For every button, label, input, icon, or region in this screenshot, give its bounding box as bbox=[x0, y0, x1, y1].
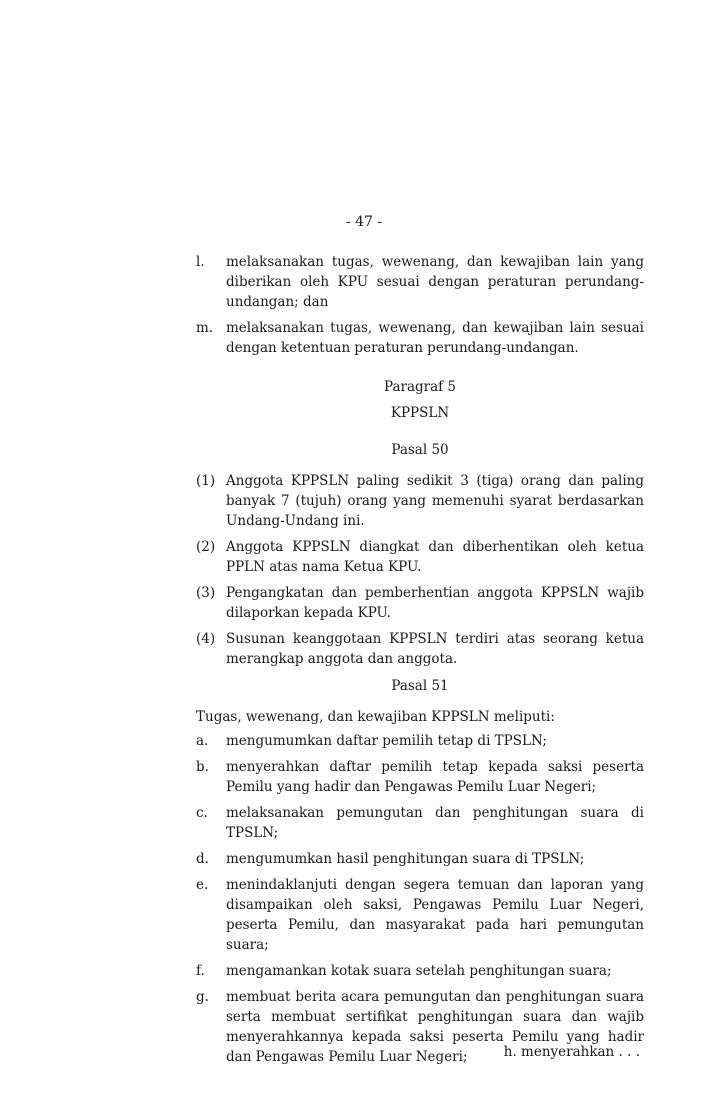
item-marker: l. bbox=[196, 254, 205, 270]
pasal-50-list bbox=[196, 471, 644, 675]
item-text: menyerahkan daftar pemilih tetap kepada saksi peserta Pemilu yang hadir dan Pengawas Pemilu Luar Negeri; bbox=[226, 759, 644, 795]
list-item bbox=[196, 849, 644, 869]
item-marker: (4) bbox=[196, 631, 216, 647]
item-marker: (1) bbox=[196, 473, 216, 489]
item-text: Anggota KPPSLN diangkat dan diberhentikan oleh ketua PPLN atas nama Ketua KPU. bbox=[226, 539, 644, 575]
item-marker: e. bbox=[196, 877, 209, 893]
list-item bbox=[196, 629, 644, 669]
item-text: mengamankan kotak suara setelah penghitungan suara; bbox=[226, 963, 612, 979]
pasal-51-intro: Tugas, wewenang, dan kewajiban KPPSLN meliputi: bbox=[196, 709, 555, 725]
list-item bbox=[196, 961, 644, 981]
pasal-51-title: Pasal 51 bbox=[391, 678, 449, 694]
list-item bbox=[196, 875, 644, 955]
list-item bbox=[196, 252, 644, 312]
pasal-50-title: Pasal 50 bbox=[391, 442, 449, 458]
item-marker: g. bbox=[196, 989, 209, 1005]
paragraf-title: KPPSLN bbox=[390, 405, 450, 421]
list-item bbox=[196, 803, 644, 843]
item-text: Susunan keanggotaan KPPSLN terdiri atas seorang ketua merangkap anggota dan anggota. bbox=[226, 631, 644, 667]
item-marker: m. bbox=[196, 320, 214, 336]
item-marker: a. bbox=[196, 733, 209, 749]
item-text: melaksanakan pemungutan dan penghitungan suara di TPSLN; bbox=[226, 805, 644, 841]
item-marker: b. bbox=[196, 759, 209, 775]
list-item bbox=[196, 583, 644, 623]
page-number: - 47 - bbox=[345, 214, 383, 230]
item-marker: c. bbox=[196, 805, 208, 821]
item-text: melaksanakan tugas, wewenang, dan kewajiban lain sesuai dengan ketentuan peraturan perundang-undangan. bbox=[226, 320, 644, 356]
list-item bbox=[196, 318, 644, 358]
list-item bbox=[196, 471, 644, 531]
item-text: mengumumkan daftar pemilih tetap di TPSLN; bbox=[226, 733, 547, 749]
item-text: membuat berita acara pemungutan dan penghitungan suara serta membuat sertifikat penghitungan suara dan wajib menyerahkannya kepada saksi peserta Pemilu yang hadir dan Pengawas Pemilu Luar Negeri; bbox=[226, 989, 644, 1065]
list-item bbox=[196, 731, 644, 751]
item-text: Anggota KPPSLN paling sedikit 3 (tiga) orang dan paling banyak 7 (tujuh) orang yang memenuhi syarat berdasarkan Undang-Undang ini. bbox=[226, 473, 644, 529]
paragraf-heading: Paragraf 5 bbox=[383, 379, 457, 395]
item-marker: d. bbox=[196, 851, 209, 867]
item-marker: f. bbox=[196, 963, 205, 979]
item-marker: (2) bbox=[196, 539, 216, 555]
pasal-51-list bbox=[196, 707, 644, 1073]
list-item bbox=[196, 757, 644, 797]
next-page-catchword: h. menyerahkan . . . bbox=[503, 1044, 640, 1060]
item-text: menindaklanjuti dengan segera temuan dan laporan yang disampaikan oleh saksi, Pengawas Pemilu Luar Negeri, peserta Pemilu, dan masyarakat pada hari pemungutan suara; bbox=[226, 877, 644, 953]
top-list bbox=[196, 252, 644, 364]
list-item bbox=[196, 537, 644, 577]
item-text: Pengangkatan dan pemberhentian anggota KPPSLN wajib dilaporkan kepada KPU. bbox=[226, 585, 644, 621]
item-text: melaksanakan tugas, wewenang, dan kewajiban lain yang diberikan oleh KPU sesuai dengan peraturan perundang-undangan; dan bbox=[226, 254, 644, 310]
item-marker: (3) bbox=[196, 585, 216, 601]
item-text: mengumumkan hasil penghitungan suara di TPSLN; bbox=[226, 851, 585, 867]
